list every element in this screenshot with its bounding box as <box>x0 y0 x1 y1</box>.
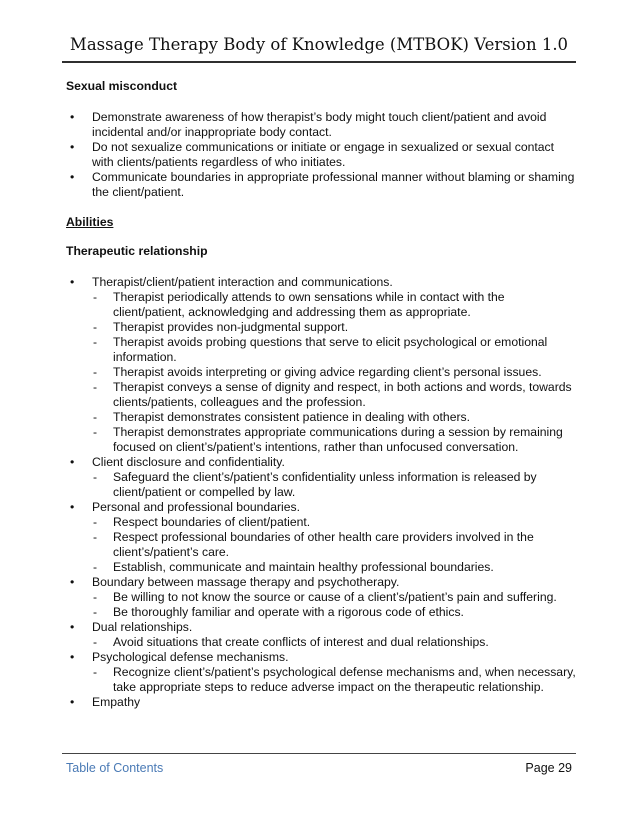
sub-list-item: - Therapist conveys a sense of dignity and respect, in both actions and words, towards clients/patients, colleagues and the profession. <box>92 380 576 410</box>
header-rule <box>62 61 576 63</box>
running-header-title: Massage Therapy Body of Knowledge (MTBOK) Version 1.0 <box>69 35 569 54</box>
sub-list-item: - Respect professional boundaries of other health care providers involved in the client’s/patient’s care. <box>92 530 576 560</box>
sub-list <box>92 665 576 695</box>
page-content <box>66 79 576 710</box>
sub-list-item: - Safeguard the client’s/patient’s confidentiality unless information is released by client/patient or compelled by law. <box>92 470 576 500</box>
footer-rule <box>62 753 576 754</box>
section-heading-therapeutic-relationship: Therapeutic relationship <box>66 244 208 258</box>
sub-list <box>92 290 576 455</box>
section-heading-sexual-misconduct: Sexual misconduct <box>66 79 178 93</box>
sub-list <box>92 590 576 620</box>
sub-list-item: - Be thoroughly familiar and operate with a rigorous code of ethics. <box>92 605 576 620</box>
sub-list-item: - Therapist provides non-judgmental support. <box>92 320 576 335</box>
list-item-text: Dual relationships. <box>92 620 193 634</box>
list-item: • Do not sexualize communications or initiate or engage in sexualized or sexual contact with clients/patients regardless of who initiates. <box>66 140 576 170</box>
sub-list-item: - Therapist demonstrates appropriate communications during a session by remaining focused on client’s/patient’s intentions, rather than unfocused conversation. <box>92 425 576 455</box>
therapeutic-relationship-list <box>66 275 576 710</box>
sub-list-item: - Therapist periodically attends to own sensations while in contact with the client/patient, acknowledging and addressing them as appropriate. <box>92 290 576 320</box>
list-item: • Communicate boundaries in appropriate professional manner without blaming or shaming the client/patient. <box>66 170 576 200</box>
list-item <box>66 695 576 710</box>
sub-list <box>92 470 576 500</box>
list-item: • Demonstrate awareness of how therapist’s body might touch client/patient and avoid incidental and/or inappropriate body contact. <box>66 110 576 140</box>
sub-list-item: - Therapist demonstrates consistent patience in dealing with others. <box>92 410 576 425</box>
list-item-text: Personal and professional boundaries. <box>92 500 301 514</box>
list-item-text: Boundary between massage therapy and psychotherapy. <box>92 575 400 589</box>
list-item <box>66 500 576 575</box>
section-heading-abilities: Abilities <box>66 215 114 229</box>
list-item <box>66 455 576 500</box>
list-item-text: Therapist/client/patient interaction and communications. <box>92 275 393 289</box>
list-item-text: Psychological defense mechanisms. <box>92 650 289 664</box>
sub-list-item: - Therapist avoids interpreting or giving advice regarding client’s personal issues. <box>92 365 576 380</box>
list-item-text: Client disclosure and confidentiality. <box>92 455 285 469</box>
sub-list-item: - Establish, communicate and maintain healthy professional boundaries. <box>92 560 576 575</box>
sub-list-item: - Respect boundaries of client/patient. <box>92 515 576 530</box>
list-item <box>66 650 576 695</box>
sub-list-item: - Recognize client’s/patient’s psychological defense mechanisms and, when necessary, take appropriate steps to reduce adverse impact on the therapeutic relationship. <box>92 665 576 695</box>
page-number: Page 29 <box>525 761 572 775</box>
list-item <box>66 275 576 455</box>
sub-list-item: - Avoid situations that create conflicts of interest and dual relationships. <box>92 635 576 650</box>
sub-list-item: - Therapist avoids probing questions that serve to elicit psychological or emotional information. <box>92 335 576 365</box>
table-of-contents-link[interactable]: Table of Contents <box>66 761 164 775</box>
list-item-text: Empathy <box>92 695 141 709</box>
list-item <box>66 620 576 650</box>
sub-list <box>92 515 576 575</box>
sub-list-item: - Be willing to not know the source or cause of a client’s/patient’s pain and suffering. <box>92 590 576 605</box>
sub-list <box>92 635 576 650</box>
sexual-misconduct-list <box>66 110 576 200</box>
list-item <box>66 575 576 620</box>
